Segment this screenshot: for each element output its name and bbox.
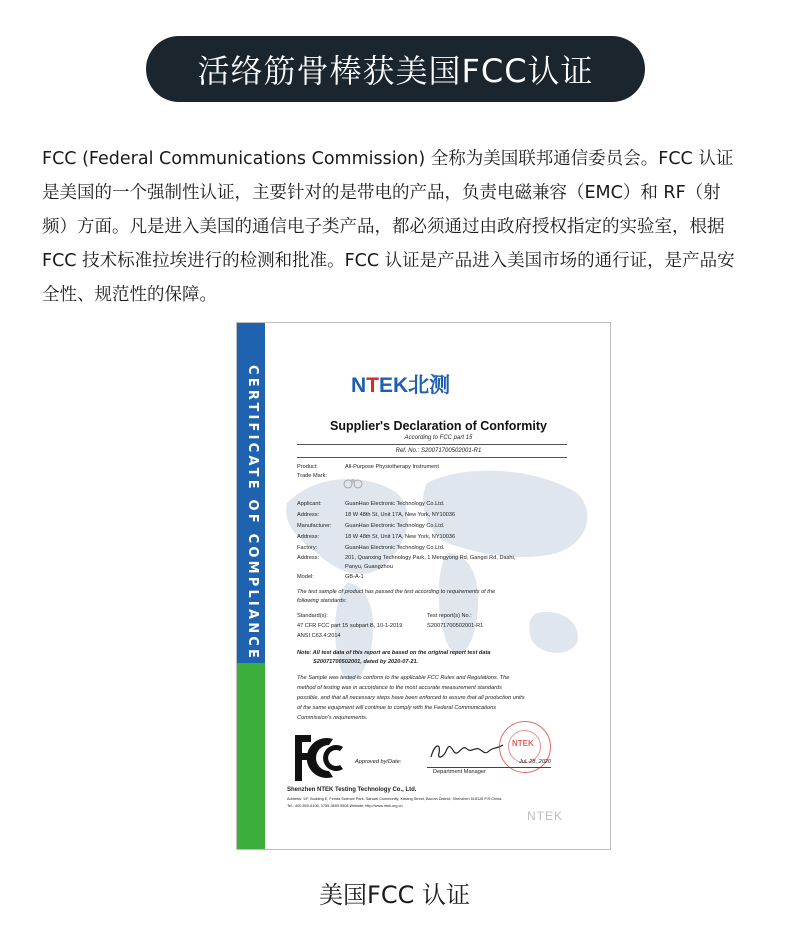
manufacturer-label: Manufacturer: bbox=[297, 523, 332, 529]
trademark-label: Trade Mark: bbox=[297, 473, 327, 479]
intro-paragraph bbox=[42, 142, 757, 312]
page-title: 活络筋骨棒获美国FCC认证 bbox=[197, 52, 594, 90]
ntek-stamp bbox=[499, 721, 551, 773]
intro-line-2: 是美国的一个强制性认证，主要针对的是带电的产品，负责电磁兼容（EMC）和 RF（射 bbox=[42, 183, 721, 203]
applicant-value: GuanHao Electronic Technology Co.Ltd. bbox=[345, 501, 445, 507]
sample-line-3: possible, and that all necessary steps have been enforced to assure that all production units bbox=[297, 695, 525, 701]
address-value-3b: Panyu, Guangzhou bbox=[345, 564, 393, 570]
reports-label: Test report(s) No.: bbox=[427, 613, 472, 619]
sample-line-4: of the same equipment will continue to comply with the Federal Communications bbox=[297, 705, 496, 711]
intro-line-5: 全性、规范性的保障。 bbox=[42, 285, 217, 305]
signature-line bbox=[427, 767, 551, 768]
signature bbox=[427, 737, 507, 763]
ntek-logo bbox=[351, 369, 450, 399]
title-banner bbox=[146, 36, 645, 102]
sign-date: Jul. 28, 2020 bbox=[519, 759, 552, 765]
intro-line-3: 频）方面。凡是进入美国的通信电子类产品，都必须通过由政府授权指定的实验室，根据 bbox=[42, 217, 725, 237]
fcc-logo-icon bbox=[293, 733, 351, 783]
fcc-certificate-image bbox=[236, 322, 611, 850]
model-value: GB-A-1 bbox=[345, 574, 364, 580]
tested-line-1: The test sample of product has passed the test according to requirements of the bbox=[297, 589, 496, 595]
department-label: Department Manager bbox=[433, 769, 486, 775]
trademark-logo bbox=[341, 477, 365, 491]
address-label-1: Address: bbox=[297, 512, 320, 518]
address-value-2: 18 W 48th St, Unit 17A, New York, NY10036 bbox=[345, 534, 456, 540]
tested-line-2: following standards: bbox=[297, 598, 347, 604]
certificate-caption: 美国FCC 认证 bbox=[319, 881, 470, 909]
company-contact: Tel.: 400-800-6106, 0755-3699 5508 Website: http://www.ntek.org.cn bbox=[287, 804, 403, 808]
sample-line-1: The Sample was tested to conform to the applicable FCC Rules and Regulations. The bbox=[297, 675, 510, 681]
product-value: All-Purpose Physiotherapy Instrument bbox=[345, 464, 439, 470]
divider bbox=[297, 457, 567, 458]
product-label: Product: bbox=[297, 464, 318, 470]
fcc-logo bbox=[293, 733, 351, 783]
company-name: Shenzhen NTEK Testing Technology Co., Ltd. bbox=[287, 787, 417, 793]
divider bbox=[297, 444, 567, 445]
certificate-side-bar bbox=[237, 323, 265, 850]
stamp-text: NTEK bbox=[512, 739, 534, 748]
factory-value: GuanHao Electronic Technology Co.Ltd. bbox=[345, 545, 445, 551]
logo-part-ek: EK北测 bbox=[379, 374, 451, 397]
intro-line-1: FCC (Federal Communications Commission) 全称为美国联邦通信委员会。FCC 认证 bbox=[42, 149, 734, 169]
intro-line-4: FCC 技术标准拉埃进行的检测和批准。FCC 认证是产品进入美国市场的通行证，是产品安 bbox=[42, 251, 735, 271]
certificate-title: Supplier's Declaration of Conformity bbox=[330, 419, 547, 433]
note-line-1: Note: All test data of this report are based on the original report test data bbox=[297, 650, 491, 656]
address-label-2: Address: bbox=[297, 534, 320, 540]
according-line: According to FCC part 15 bbox=[404, 435, 473, 441]
logo-part-t: T bbox=[366, 374, 379, 397]
factory-label: Factory: bbox=[297, 545, 318, 551]
address-value-3a: 201, Quanxing Technology Park, 1 Mengyong Rd, Gangxi Rd, Dashi, bbox=[345, 555, 516, 561]
applicant-label: Applicant: bbox=[297, 501, 322, 507]
company-address: Address: 1/F, Building E, Fenda Science Park, Sanwei Community, Xixiang Street, Bao'an District, Shenzhen 518126 P.R.China. bbox=[287, 797, 503, 801]
logo-part-n: N bbox=[351, 374, 367, 397]
sample-line-2: method of testing was in accordance to the most accurate measurement standards bbox=[297, 685, 502, 691]
address-label-3: Address: bbox=[297, 555, 320, 561]
address-value-1: 18 W 48th St, Unit 17A, New York, NY10036 bbox=[345, 512, 456, 518]
approved-label: Approved by/Date: bbox=[355, 759, 402, 765]
ntek-watermark: NTEK bbox=[527, 809, 564, 823]
standard-2: ANSI C63.4:2014 bbox=[297, 633, 341, 639]
side-bar-label: CERTIFICATE OF COMPLIANCE bbox=[245, 365, 260, 662]
side-bar-green bbox=[237, 663, 265, 850]
report-1: S20071700502001-R1 bbox=[427, 623, 484, 629]
standards-label: Standard(s): bbox=[297, 613, 328, 619]
note-line-2: S20071700502001, dated by 2020-07-21. bbox=[313, 659, 419, 665]
ref-number: Ref. No.: S20071700502001-R1 bbox=[395, 448, 482, 454]
model-label: Model: bbox=[297, 574, 314, 580]
manufacturer-value: GuanHao Electronic Technology Co.Ltd. bbox=[345, 523, 445, 529]
sample-line-5: Commission's requirements. bbox=[297, 715, 368, 721]
standard-1: 47 CFR FCC part 15 subpart B, 10-1-2019 bbox=[297, 623, 403, 629]
